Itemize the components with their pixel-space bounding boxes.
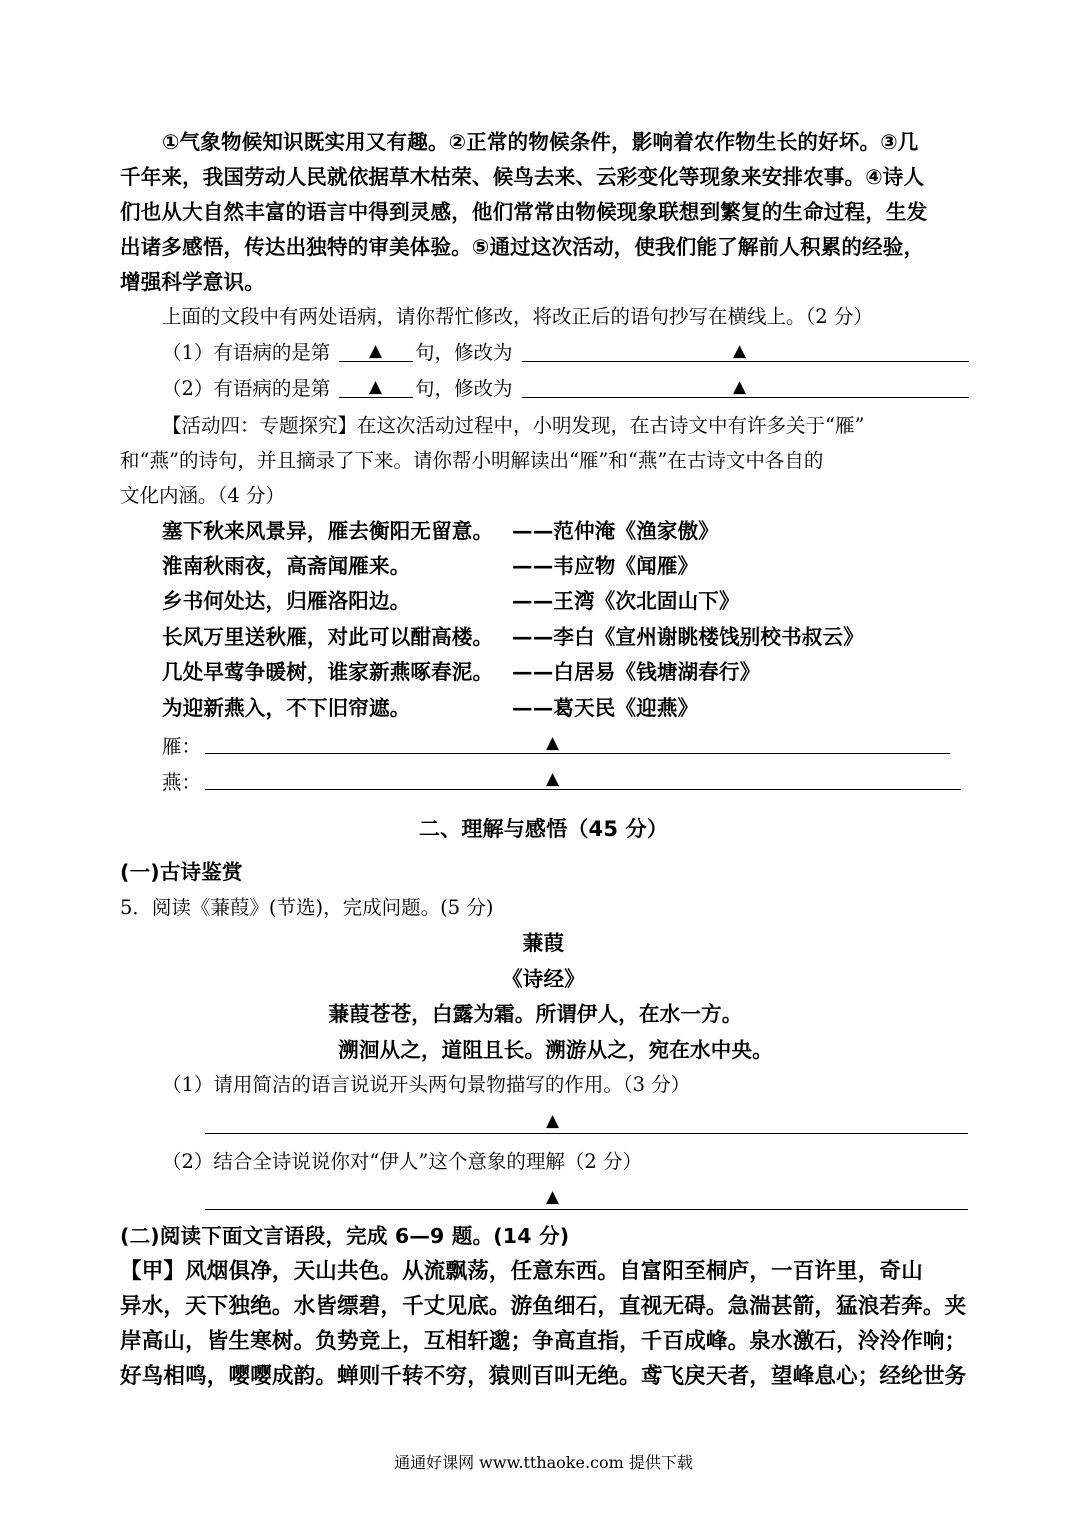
poem-verse-1: 塞下秋来风景异，雁去衡阳无留意。: [162, 519, 494, 543]
q5-prompt: 5．阅读《蒹葭》(节选)，完成问题。(5 分): [120, 896, 494, 919]
poem-verse-3: 乡书何处达，归雁洛阳边。: [162, 589, 411, 613]
passage-line-5: 增强科学意识。: [120, 270, 265, 294]
answer-line-q5-2[interactable]: [205, 1209, 968, 1210]
correction-item-1: [162, 339, 330, 367]
answer-marker: ▲: [546, 1111, 560, 1131]
correction-item-1-blank-sentence[interactable]: [339, 361, 413, 362]
classical-line-4: 好鸟相鸣，嘤嘤成韵。蝉则千转不穷，猿则百叫无绝。鸢飞戾天者，望峰息心；经纶世务: [120, 1364, 967, 1389]
classical-line-3: 岸高山，皆生寒树。负势竞上，互相轩邈；争高直指，千百成峰。泉水激石，泠泠作响；: [120, 1329, 967, 1354]
correction-item-2: [162, 375, 330, 403]
correction-item-2-blank-revision[interactable]: [522, 397, 969, 398]
poem-verse-6: 为迎新燕入，不下旧帘遮。: [162, 696, 411, 720]
poem-source-5: ——白居易《钱塘湖春行》: [512, 660, 761, 684]
correction-item-1-prefix: （1）有语病的是第: [162, 341, 331, 364]
page-footer: 通通好课网 www.tthaoke.com 提供下载: [394, 1453, 693, 1472]
poem-source-6: ——葛天民《迎燕》: [512, 696, 699, 720]
section2-title: 二、理解与感悟（45 分）: [418, 817, 669, 841]
label-yan-goose: 雁：: [162, 735, 202, 758]
poem-verse-2: 淮南秋雨夜，高斋闻雁来。: [162, 554, 411, 578]
poem-source-2: ——韦应物《闻雁》: [512, 554, 699, 578]
correction-item-1-middle: 句，修改为: [415, 341, 513, 364]
poem-line-1: 蒹葭苍苍，白露为霜。所谓伊人，在水一方。: [328, 1002, 743, 1026]
poem-title: 蒹葭: [522, 931, 565, 955]
section2-sub1: (一)古诗鉴赏: [120, 860, 243, 884]
answer-line-swallow[interactable]: [205, 789, 961, 790]
answer-marker: ▲: [733, 377, 747, 397]
passage-line-1: ①气象物候知识既实用又有趣。②正常的物候条件，影响着农作物生长的好坏。③几: [162, 130, 919, 154]
poem-line-2: 溯洄从之，道阻且长。溯游从之，宛在水中央。: [338, 1038, 773, 1062]
answer-marker: ▲: [546, 1187, 560, 1207]
poem-source-1: ——范仲淹《渔家傲》: [512, 519, 719, 543]
poem-source-4: ——李白《宣州谢眺楼饯别校书叔云》: [512, 625, 864, 649]
answer-marker: ▲: [369, 377, 383, 397]
correction-item-1-blank-revision[interactable]: [522, 361, 969, 362]
label-yan-swallow: 燕：: [162, 771, 202, 794]
classical-line-1: 【甲】风烟俱净，天山共色。从流飘荡，任意东西。自富阳至桐庐，一百许里，奇山: [120, 1259, 923, 1284]
passage-line-3: 们也从大自然丰富的语言中得到灵感，他们常常由物候现象联想到繁复的生命过程，生发: [120, 200, 928, 224]
correction-instruction: 上面的文段中有两处语病，请你帮忙修改，将改正后的语句抄写在横线上。（2 分）: [162, 305, 873, 328]
correction-item-2-blank-sentence[interactable]: [339, 397, 413, 398]
answer-marker: ▲: [733, 341, 747, 361]
poem-verse-5: 几处早莺争暖树，谁家新燕啄春泥。: [162, 660, 494, 684]
section2-sub2: (二)阅读下面文言语段，完成 6—9 题。(14 分): [120, 1224, 570, 1248]
q5-2: （2）结合全诗说说你对“伊人”这个意象的理解（2 分）: [162, 1150, 642, 1173]
poem-source: 《诗经》: [502, 967, 585, 991]
poem-source-3: ——王湾《次北固山下》: [512, 589, 740, 613]
answer-line-goose[interactable]: [205, 753, 950, 754]
activity4-line-3: 文化内涵。（4 分）: [120, 484, 285, 507]
answer-marker: ▲: [369, 341, 383, 361]
activity4-line-1: 【活动四：专题探究】在这次活动过程中，小明发现，在古诗文中有许多关于“雁”: [162, 414, 865, 437]
answer-line-q5-1[interactable]: [205, 1133, 968, 1134]
correction-item-2-prefix: （2）有语病的是第: [162, 377, 331, 400]
answer-marker: ▲: [546, 733, 560, 753]
q5-1: （1）请用简洁的语言说说开头两句景物描写的作用。（3 分）: [162, 1073, 691, 1096]
activity4-line-2: 和“燕”的诗句，并且摘录了下来。请你帮小明解读出“雁”和“燕”在古诗文中各自的: [120, 449, 824, 472]
passage-line-4: 出诸多感悟，传达出独特的审美体验。⑤通过这次活动，使我们能了解前人积累的经验，: [120, 235, 925, 259]
passage-line-2: 千年来，我国劳动人民就依据草木枯荣、候鸟去来、云彩变化等现象来安排农事。④诗人: [120, 165, 925, 189]
correction-item-2-middle: 句，修改为: [415, 377, 513, 400]
poem-verse-4: 长风万里送秋雁，对此可以酣高楼。: [162, 625, 494, 649]
answer-marker: ▲: [546, 769, 560, 789]
classical-line-2: 异水，天下独绝。水皆缥碧，千丈见底。游鱼细石，直视无碍。急湍甚箭，猛浪若奔。夹: [120, 1294, 967, 1319]
